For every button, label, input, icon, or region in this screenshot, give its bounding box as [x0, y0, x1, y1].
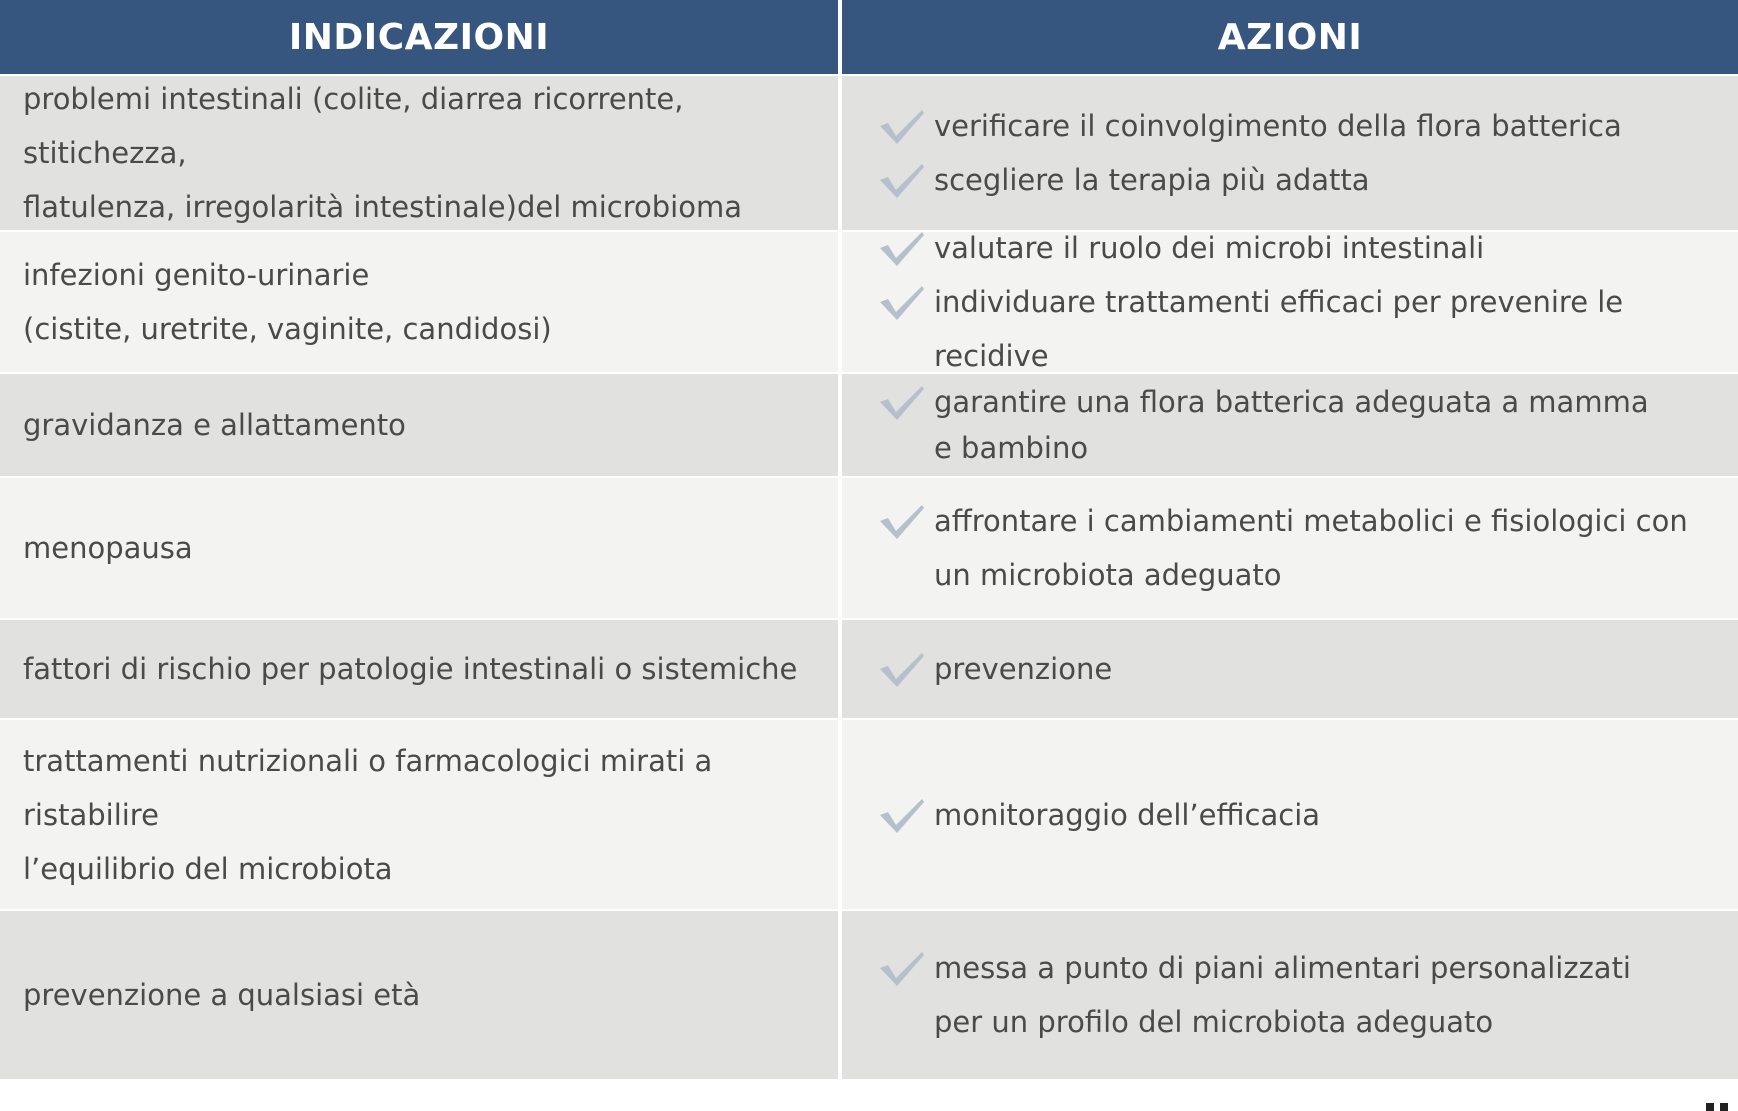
indication-text: menopausa	[23, 531, 193, 565]
action-item	[878, 494, 1688, 602]
indication-cell	[0, 478, 838, 618]
table-row	[0, 76, 1738, 230]
action-item	[878, 275, 1728, 383]
action-item	[878, 941, 1631, 1049]
table-row	[0, 478, 1738, 618]
action-text: monitoraggio dell’efficacia	[934, 797, 1321, 832]
indication-text: prevenzione a qualsiasi età	[23, 978, 421, 1012]
check-icon	[878, 221, 932, 275]
table-row	[0, 374, 1738, 476]
page-marker-dot	[1720, 1103, 1728, 1111]
action-cell	[842, 76, 1738, 230]
action-cell	[842, 720, 1738, 909]
table-row	[0, 911, 1738, 1079]
action-cell	[842, 232, 1738, 372]
table-header	[0, 0, 1738, 74]
action-cell	[842, 478, 1738, 618]
indication-cell	[0, 232, 838, 372]
indication-text: fattori di rischio per patologie intestinali o sistemiche	[23, 652, 798, 686]
indication-cell	[0, 374, 838, 476]
indication-text: problemi intestinali (colite, diarrea ricorrente, stitichezza, flatulenza, irregolarità intestinale)del microbioma	[23, 82, 742, 224]
indication-text: infezioni genito-urinarie (cistite, uretrite, vaginite, candidosi)	[23, 258, 552, 346]
check-icon	[878, 153, 932, 207]
header-azioni: AZIONI	[842, 0, 1738, 74]
action-text: prevenzione	[934, 652, 1113, 686]
check-icon	[878, 788, 932, 842]
action-text: scegliere la terapia più adatta	[934, 163, 1370, 197]
action-text: verificare il coinvolgimento della flora batterica	[934, 109, 1622, 143]
action-item	[878, 788, 1320, 842]
indication-cell	[0, 76, 838, 230]
check-icon	[878, 275, 932, 329]
indication-text: trattamenti nutrizionali o farmacologici mirati a ristabilire l’equilibrio del microbiota	[23, 743, 713, 886]
page-marker	[1706, 1103, 1736, 1111]
action-text: affrontare i cambiamenti metabolici e fisiologici con un microbiota adeguato	[934, 504, 1688, 592]
header-indicazioni: INDICAZIONI	[0, 0, 838, 74]
indication-text: gravidanza e allattamento	[23, 408, 406, 442]
check-icon	[878, 941, 932, 995]
action-item	[878, 221, 1484, 275]
action-cell	[842, 911, 1738, 1079]
check-icon	[878, 642, 932, 696]
action-text: individuare trattamenti efficaci per prevenire le recidive	[934, 285, 1624, 373]
action-item	[878, 642, 1112, 696]
action-text: messa a punto di piani alimentari personalizzati per un profilo del microbiota adeguato	[934, 951, 1631, 1039]
indication-cell	[0, 911, 838, 1079]
table-row	[0, 232, 1738, 372]
action-item	[878, 153, 1370, 207]
indication-cell	[0, 620, 838, 718]
check-icon	[878, 99, 932, 153]
check-icon	[878, 494, 932, 548]
action-cell	[842, 374, 1738, 476]
indication-cell	[0, 720, 838, 909]
table-row	[0, 620, 1738, 718]
action-text: valutare il ruolo dei microbi intestinali	[934, 231, 1485, 265]
action-cell	[842, 620, 1738, 718]
action-item	[878, 99, 1622, 153]
table-row	[0, 720, 1738, 909]
action-item	[878, 379, 1649, 471]
check-icon	[878, 379, 932, 425]
page-marker-dot	[1706, 1103, 1714, 1111]
action-text: garantire una flora batterica adeguata a mamma e bambino	[934, 385, 1649, 465]
